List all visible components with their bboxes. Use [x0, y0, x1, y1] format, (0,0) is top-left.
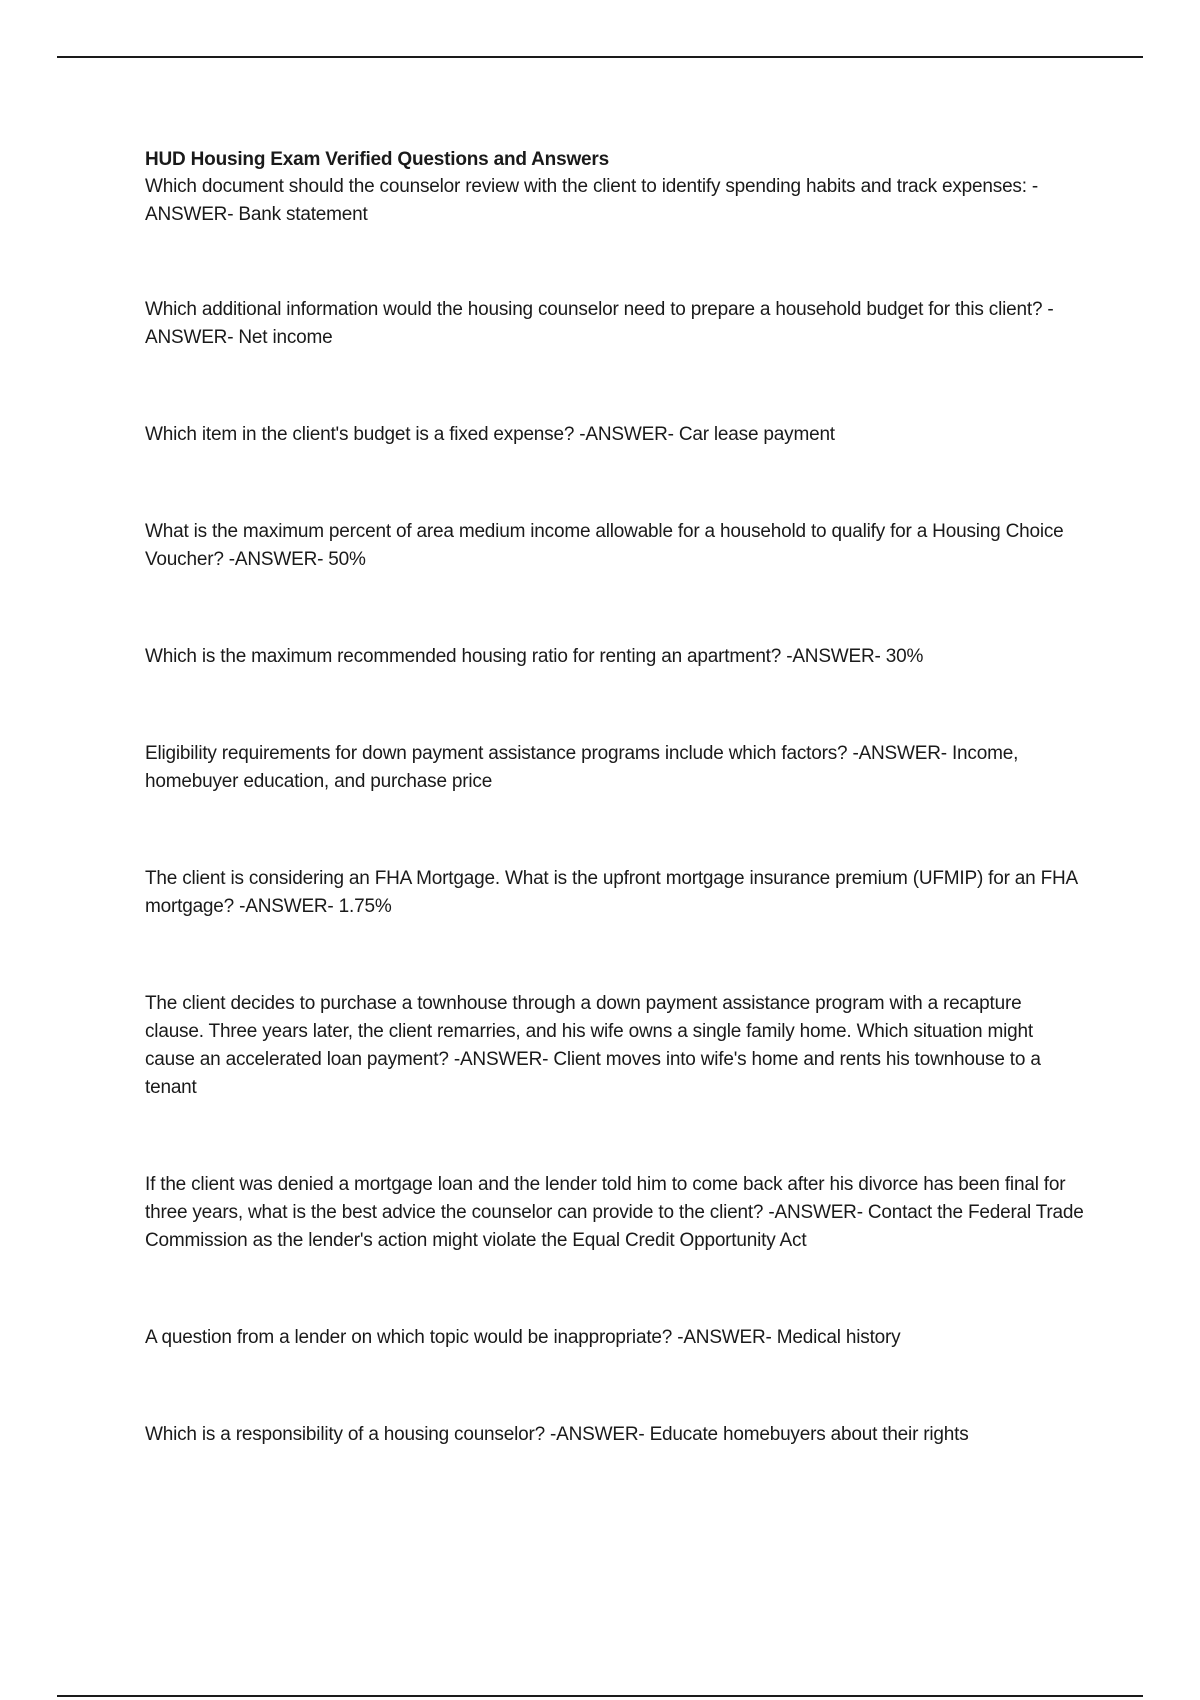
- document-title: HUD Housing Exam Verified Questions and Answers: [145, 149, 609, 170]
- qa-item: Which additional information would the housing counselor need to prepare a household budget for this client? -ANSWER- Net income: [145, 299, 1054, 348]
- qa-item: Eligibility requirements for down payment assistance programs include which factors? -ANSWER- Income, homebuyer education, and purchase price: [145, 743, 1019, 792]
- footer-rule: [57, 1695, 1143, 1697]
- qa-item: Which document should the counselor review with the client to identify spending habits and track expenses: -ANSWER- Bank statement: [145, 176, 1039, 225]
- qa-item: If the client was denied a mortgage loan and the lender told him to come back after his divorce has been final for three years, what is the best advice the counselor can provide to the client? -ANSWER- Contact the Federal Trade Commission as the lender's action might violate the Equal Credit Opportunity Act: [145, 1174, 1084, 1251]
- qa-item: Which is the maximum recommended housing ratio for renting an apartment? -ANSWER- 30%: [145, 646, 924, 667]
- qa-item: The client is considering an FHA Mortgage. What is the upfront mortgage insurance premium (UFMIP) for an FHA mortgage? -ANSWER- 1.75%: [145, 868, 1077, 917]
- header-rule: [57, 56, 1143, 58]
- qa-list: [145, 173, 1085, 1449]
- qa-item: The client decides to purchase a townhouse through a down payment assistance program with a recapture clause. Three years later, the client remarries, and his wife owns a single family home. Which situation might cause an accelerated loan payment? -ANSWER- Client moves into wife's home and rents his townhouse to a tenant: [145, 993, 1041, 1098]
- qa-item: A question from a lender on which topic would be inappropriate? -ANSWER- Medical history: [145, 1327, 901, 1348]
- qa-item: What is the maximum percent of area medium income allowable for a household to qualify for a Housing Choice Voucher? -ANSWER- 50%: [145, 521, 1064, 570]
- qa-item: Which item in the client's budget is a fixed expense? -ANSWER- Car lease payment: [145, 424, 835, 445]
- qa-item: Which is a responsibility of a housing counselor? -ANSWER- Educate homebuyers about their rights: [145, 1424, 969, 1445]
- document-body: [145, 148, 1085, 1518]
